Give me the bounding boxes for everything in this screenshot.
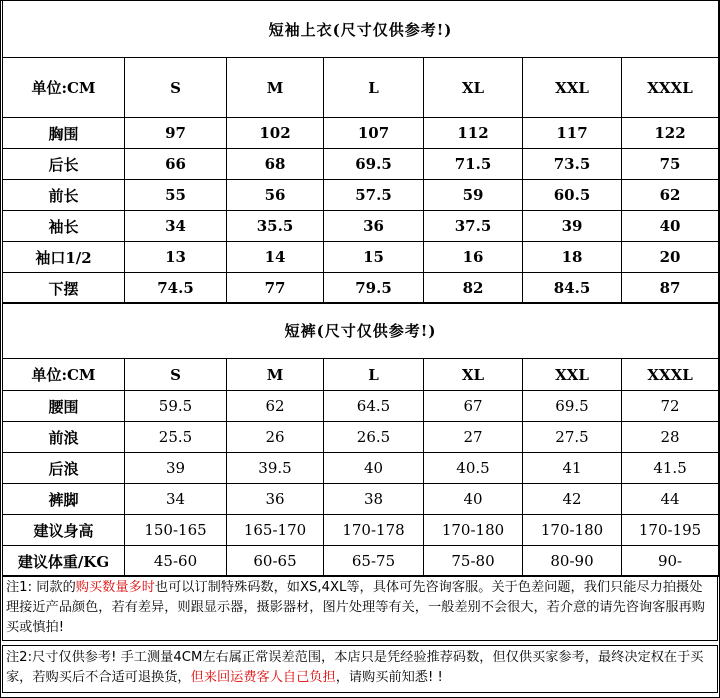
cell: 170-180 <box>523 515 622 546</box>
pants-size-xl: XL <box>424 359 523 391</box>
pants-size-s: S <box>125 359 227 391</box>
row-label: 建议身高 <box>3 515 125 546</box>
cell: 150-165 <box>125 515 227 546</box>
cell: 170-195 <box>622 515 719 546</box>
cell: 44 <box>622 484 719 515</box>
cell: 27 <box>424 422 523 453</box>
cell: 80-90 <box>523 546 622 577</box>
table-row <box>3 180 719 211</box>
table-row <box>3 273 719 304</box>
cell: 20 <box>622 242 719 273</box>
cell: 107 <box>324 118 424 149</box>
table-row <box>3 211 719 242</box>
shirt-size-xxxl: XXXL <box>622 58 719 118</box>
row-label: 裤脚 <box>3 484 125 515</box>
cell: 60-65 <box>227 546 324 577</box>
cell: 112 <box>424 118 523 149</box>
cell: 69.5 <box>523 391 622 422</box>
note-2 <box>2 645 718 693</box>
pants-header-row <box>3 359 719 391</box>
cell: 65-75 <box>324 546 424 577</box>
row-label: 下摆 <box>3 273 125 304</box>
cell: 55 <box>125 180 227 211</box>
table-row <box>3 242 719 273</box>
cell: 165-170 <box>227 515 324 546</box>
cell: 62 <box>622 180 719 211</box>
cell: 38 <box>324 484 424 515</box>
pants-size-xxxl: XXXL <box>622 359 719 391</box>
cell: 62 <box>227 391 324 422</box>
note-1-text: 也可以订制特殊码数，如XS,4XL等，具体可先咨询客服。关于色差问题，我们只能尽力拍摄处理接近产品颜色，若有差异，则跟显示器，摄影器材，图片处理等有关，一般差别不会很大，若介意的请先咨询客服再购买或慎拍! <box>6 580 705 635</box>
cell: 14 <box>227 242 324 273</box>
cell: 40.5 <box>424 453 523 484</box>
note-1-highlight: 购买数量多时 <box>75 580 155 595</box>
cell: 75-80 <box>424 546 523 577</box>
shirt-size-l: L <box>324 58 424 118</box>
cell: 27.5 <box>523 422 622 453</box>
cell: 102 <box>227 118 324 149</box>
table-row <box>3 422 719 453</box>
row-label: 后长 <box>3 149 125 180</box>
cell: 79.5 <box>324 273 424 304</box>
note-2-prefix: 注2:尺寸仅供参考! 手工测量4CM左右属正常误差范围，本店只是凭经验推荐码数，但仅供买家参考，最终决定权在于买家，若购买后不合适可退换货， <box>6 650 704 685</box>
cell: 35.5 <box>227 211 324 242</box>
row-label: 袖长 <box>3 211 125 242</box>
cell: 26.5 <box>324 422 424 453</box>
cell: 97 <box>125 118 227 149</box>
pants-size-m: M <box>227 359 324 391</box>
cell: 68 <box>227 149 324 180</box>
cell: 74.5 <box>125 273 227 304</box>
cell: 170-180 <box>424 515 523 546</box>
table-row <box>3 546 719 577</box>
pants-unit-header: 单位:CM <box>3 359 125 391</box>
note-2-suffix: ，请购买前知悉! ! <box>335 670 443 685</box>
row-label: 前浪 <box>3 422 125 453</box>
table-row <box>3 453 719 484</box>
cell: 64.5 <box>324 391 424 422</box>
table-row <box>3 515 719 546</box>
cell: 57.5 <box>324 180 424 211</box>
cell: 42 <box>523 484 622 515</box>
row-label: 袖口1/2 <box>3 242 125 273</box>
cell: 71.5 <box>424 149 523 180</box>
cell: 40 <box>622 211 719 242</box>
row-label: 胸围 <box>3 118 125 149</box>
shirt-size-s: S <box>125 58 227 118</box>
cell: 67 <box>424 391 523 422</box>
cell: 34 <box>125 211 227 242</box>
cell: 45-60 <box>125 546 227 577</box>
cell: 36 <box>324 211 424 242</box>
cell: 69.5 <box>324 149 424 180</box>
cell: 73.5 <box>523 149 622 180</box>
cell: 90- <box>622 546 719 577</box>
cell: 28 <box>622 422 719 453</box>
row-label: 前长 <box>3 180 125 211</box>
cell: 72 <box>622 391 719 422</box>
cell: 75 <box>622 149 719 180</box>
cell: 16 <box>424 242 523 273</box>
row-label: 腰围 <box>3 391 125 422</box>
cell: 41.5 <box>622 453 719 484</box>
note-1 <box>2 575 718 641</box>
table-row <box>3 391 719 422</box>
pants-size-table <box>2 302 719 577</box>
shirt-size-xxl: XXL <box>523 58 622 118</box>
shirt-unit-header: 单位:CM <box>3 58 125 118</box>
row-label: 建议体重/KG <box>3 546 125 577</box>
cell: 37.5 <box>424 211 523 242</box>
shirt-size-xl: XL <box>424 58 523 118</box>
table-row <box>3 149 719 180</box>
cell: 40 <box>424 484 523 515</box>
table-row <box>3 484 719 515</box>
cell: 39 <box>125 453 227 484</box>
pants-size-xxl: XXL <box>523 359 622 391</box>
note-2-highlight: 但来回运费客人自己负担 <box>190 670 336 685</box>
table-row <box>3 118 719 149</box>
cell: 40 <box>324 453 424 484</box>
cell: 41 <box>523 453 622 484</box>
cell: 36 <box>227 484 324 515</box>
cell: 15 <box>324 242 424 273</box>
cell: 82 <box>424 273 523 304</box>
shirt-title: 短袖上衣(尺寸仅供参考!) <box>3 1 719 58</box>
cell: 39 <box>523 211 622 242</box>
cell: 122 <box>622 118 719 149</box>
cell: 18 <box>523 242 622 273</box>
shirt-size-table <box>2 0 719 304</box>
shirt-header-row <box>3 58 719 118</box>
pants-size-l: L <box>324 359 424 391</box>
shirt-size-m: M <box>227 58 324 118</box>
row-label: 后浪 <box>3 453 125 484</box>
cell: 39.5 <box>227 453 324 484</box>
cell: 66 <box>125 149 227 180</box>
cell: 25.5 <box>125 422 227 453</box>
cell: 77 <box>227 273 324 304</box>
cell: 170-178 <box>324 515 424 546</box>
cell: 59 <box>424 180 523 211</box>
cell: 13 <box>125 242 227 273</box>
cell: 26 <box>227 422 324 453</box>
cell: 117 <box>523 118 622 149</box>
cell: 84.5 <box>523 273 622 304</box>
cell: 56 <box>227 180 324 211</box>
cell: 87 <box>622 273 719 304</box>
cell: 59.5 <box>125 391 227 422</box>
note-1-prefix: 注1: 同款的 <box>6 580 76 595</box>
cell: 34 <box>125 484 227 515</box>
cell: 60.5 <box>523 180 622 211</box>
pants-title: 短裤(尺寸仅供参考!) <box>3 303 719 359</box>
